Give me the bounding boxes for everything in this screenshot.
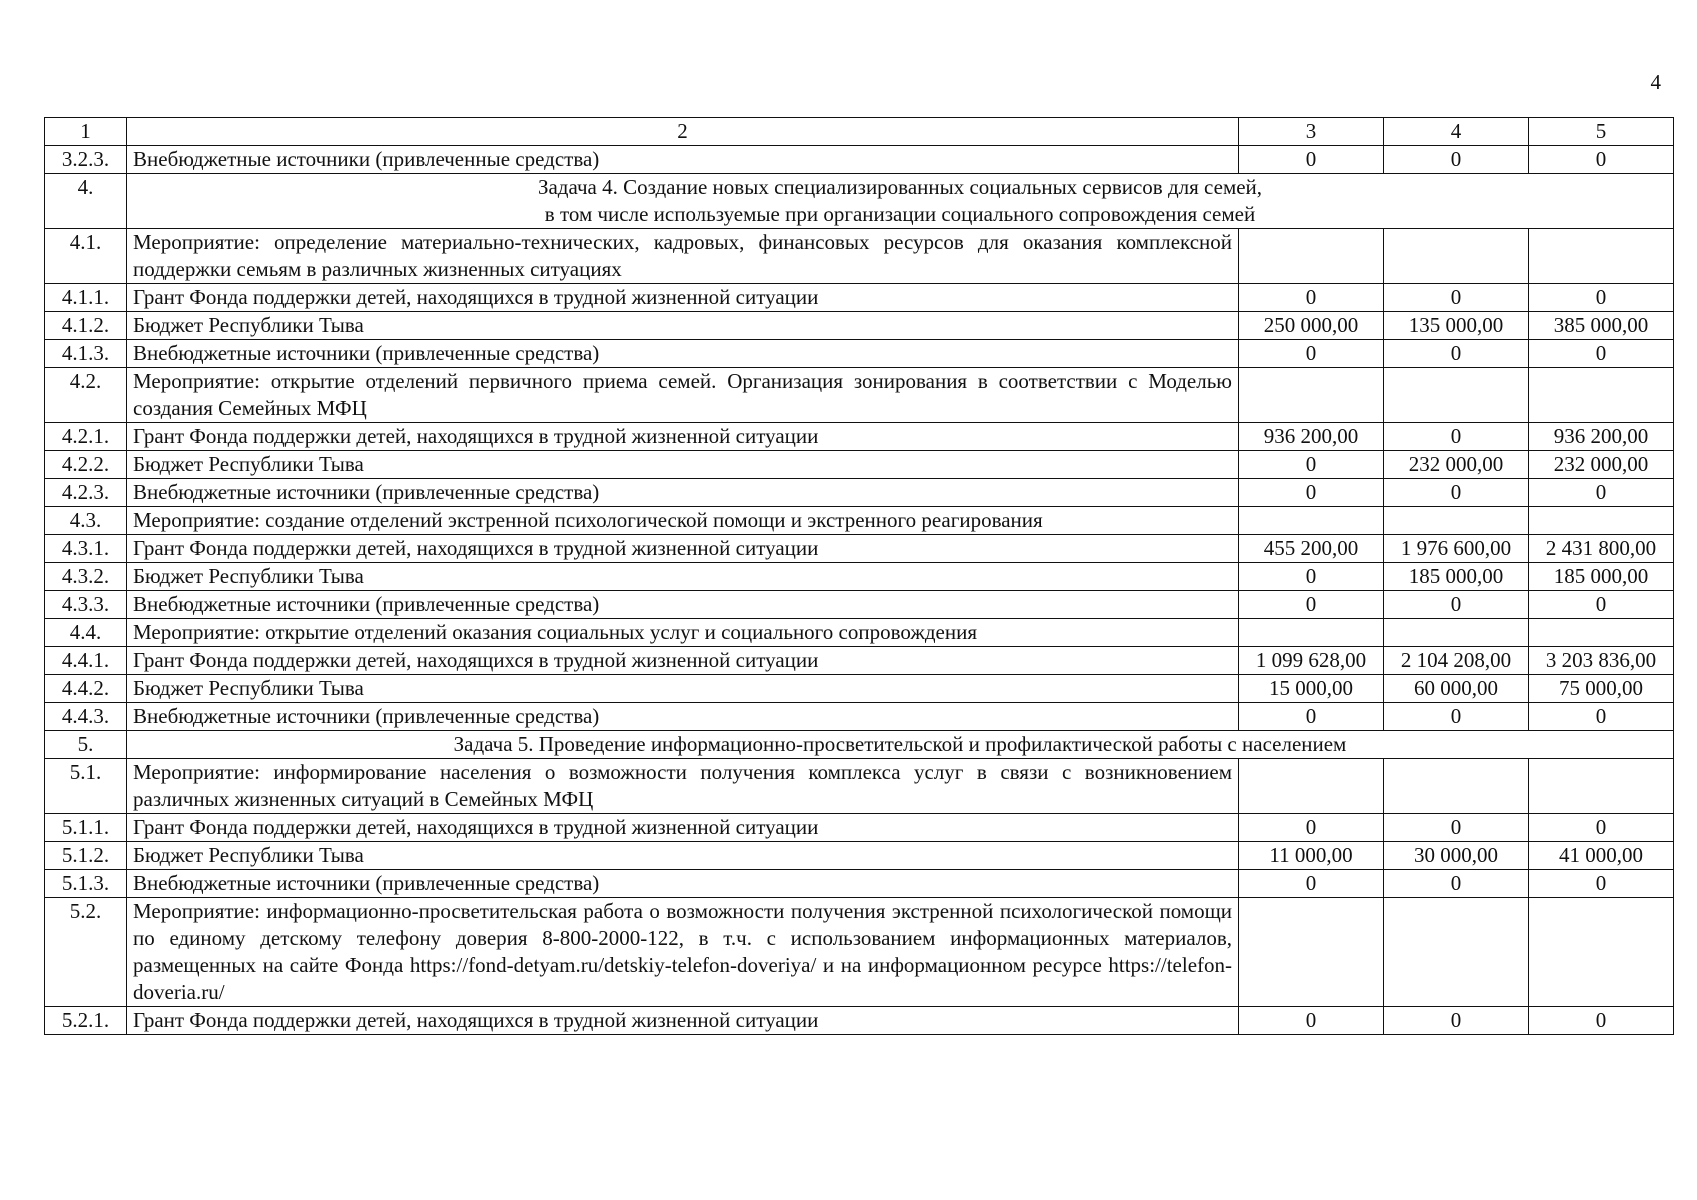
value-col-5 [1529,619,1674,647]
funding-source: Грант Фонда поддержки детей, находящихся в трудной жизненной ситуации [127,1007,1239,1035]
task-title-line: Задача 4. Создание новых специализированных социальных сервисов для семей, [537,175,1263,199]
value-col-3 [1239,368,1384,423]
activity-description: Мероприятие: информационно-просветительская работа о возможности получения экстренной психологической помощи по единому детскому телефону доверия 8-800-2000-122, в т.ч. с использованием информационных материалов, размещенных на сайте Фонда https://fond-detyam.ru/detskiy-telefon-doveriya/ и на информационном ресурсе https://telefon-doveria.ru/ [127,898,1239,1007]
row-number: 5.2. [45,898,127,1007]
row-number: 5.1.3. [45,870,127,898]
value-col-4: 0 [1384,340,1529,368]
row-number: 4.4. [45,619,127,647]
value-col-4: 0 [1384,146,1529,174]
value-col-3 [1239,507,1384,535]
funding-source: Грант Фонда поддержки детей, находящихся в трудной жизненной ситуации [127,647,1239,675]
activity-row [45,368,1674,423]
value-col-5: 0 [1529,591,1674,619]
value-col-4 [1384,368,1529,423]
value-col-3: 0 [1239,1007,1384,1035]
budget-table [44,117,1674,1035]
value-col-4: 0 [1384,870,1529,898]
value-col-3: 455 200,00 [1239,535,1384,563]
row-number: 4.1.1. [45,284,127,312]
value-col-4: 0 [1384,814,1529,842]
table-row [45,535,1674,563]
funding-source: Грант Фонда поддержки детей, находящихся в трудной жизненной ситуации [127,814,1239,842]
value-col-4: 232 000,00 [1384,451,1529,479]
table-row [45,479,1674,507]
value-col-3 [1239,898,1384,1007]
value-col-4: 60 000,00 [1384,675,1529,703]
task-title [127,174,1674,229]
table-row [45,284,1674,312]
value-col-4: 0 [1384,284,1529,312]
activity-description: Мероприятие: открытие отделений оказания социальных услуг и социального сопровождения [127,619,1239,647]
table-row [45,451,1674,479]
value-col-4 [1384,619,1529,647]
funding-source: Внебюджетные источники (привлеченные средства) [127,703,1239,731]
task-row [45,731,1674,759]
funding-source: Грант Фонда поддержки детей, находящихся в трудной жизненной ситуации [127,423,1239,451]
value-col-5: 0 [1529,814,1674,842]
value-col-4 [1384,229,1529,284]
funding-source: Бюджет Республики Тыва [127,451,1239,479]
table-row [45,1007,1674,1035]
value-col-5: 75 000,00 [1529,675,1674,703]
funding-source: Бюджет Республики Тыва [127,563,1239,591]
value-col-5: 936 200,00 [1529,423,1674,451]
table-row [45,340,1674,368]
value-col-5 [1529,898,1674,1007]
value-col-3: 11 000,00 [1239,842,1384,870]
value-col-5: 0 [1529,703,1674,731]
funding-source: Внебюджетные источники (привлеченные средства) [127,479,1239,507]
activity-description: Мероприятие: открытие отделений первичного приема семей. Организация зонирования в соответствии с Моделью создания Семейных МФЦ [127,368,1239,423]
row-number: 5.2.1. [45,1007,127,1035]
row-number: 4.4.2. [45,675,127,703]
value-col-3 [1239,759,1384,814]
table-row [45,563,1674,591]
value-col-3 [1239,229,1384,284]
page-number: 4 [1650,70,1661,94]
value-col-3: 15 000,00 [1239,675,1384,703]
value-col-3: 0 [1239,146,1384,174]
value-col-3: 0 [1239,814,1384,842]
funding-source: Грант Фонда поддержки детей, находящихся в трудной жизненной ситуации [127,284,1239,312]
value-col-4: 1 976 600,00 [1384,535,1529,563]
funding-source: Бюджет Республики Тыва [127,675,1239,703]
row-number: 4.3.2. [45,563,127,591]
column-number-header: 1 [45,118,127,146]
value-col-5: 185 000,00 [1529,563,1674,591]
table-body [45,146,1674,1035]
row-number: 5.1.1. [45,814,127,842]
row-number: 4.1.2. [45,312,127,340]
table-row [45,675,1674,703]
value-col-4: 0 [1384,479,1529,507]
task-title-line: в том числе используемые при организации социального сопровождения семей [544,202,1256,226]
value-col-4: 0 [1384,591,1529,619]
value-col-5: 0 [1529,479,1674,507]
activity-row [45,898,1674,1007]
row-number: 3.2.3. [45,146,127,174]
funding-source: Внебюджетные источники (привлеченные средства) [127,340,1239,368]
value-col-4 [1384,898,1529,1007]
value-col-5: 0 [1529,284,1674,312]
funding-source: Грант Фонда поддержки детей, находящихся в трудной жизненной ситуации [127,535,1239,563]
value-col-3: 0 [1239,479,1384,507]
table-row [45,647,1674,675]
funding-source: Внебюджетные источники (привлеченные средства) [127,146,1239,174]
row-number: 5. [45,731,127,759]
table-row [45,312,1674,340]
activity-row [45,229,1674,284]
value-col-5: 385 000,00 [1529,312,1674,340]
value-col-3: 0 [1239,563,1384,591]
row-number: 4.3.3. [45,591,127,619]
value-col-5: 3 203 836,00 [1529,647,1674,675]
row-number: 4.3. [45,507,127,535]
value-col-4 [1384,759,1529,814]
column-number-header: 3 [1239,118,1384,146]
row-number: 4.2.1. [45,423,127,451]
row-number: 4.2. [45,368,127,423]
value-col-3: 0 [1239,870,1384,898]
value-col-3: 0 [1239,591,1384,619]
row-number: 4.3.1. [45,535,127,563]
column-number-header: 5 [1529,118,1674,146]
value-col-3: 936 200,00 [1239,423,1384,451]
value-col-5: 0 [1529,146,1674,174]
activity-description: Мероприятие: определение материально-технических, кадровых, финансовых ресурсов для оказания комплексной поддержки семьям в различных жизненных ситуациях [127,229,1239,284]
value-col-4 [1384,507,1529,535]
row-number: 4.4.1. [45,647,127,675]
value-col-5: 0 [1529,340,1674,368]
funding-source: Внебюджетные источники (привлеченные средства) [127,591,1239,619]
row-number: 5.1.2. [45,842,127,870]
value-col-5: 0 [1529,870,1674,898]
value-col-5: 2 431 800,00 [1529,535,1674,563]
task-title [127,731,1674,759]
row-number: 4.1. [45,229,127,284]
activity-description: Мероприятие: информирование населения о возможности получения комплекса услуг в связи с возникновением различных жизненных ситуаций в Семейных МФЦ [127,759,1239,814]
table-row [45,703,1674,731]
value-col-5: 41 000,00 [1529,842,1674,870]
row-number: 5.1. [45,759,127,814]
value-col-3: 1 099 628,00 [1239,647,1384,675]
task-title-line: Задача 5. Проведение информационно-просветительской и профилактической работы с населением [453,732,1347,756]
funding-source: Внебюджетные источники (привлеченные средства) [127,870,1239,898]
value-col-3: 0 [1239,451,1384,479]
value-col-4: 0 [1384,423,1529,451]
value-col-4: 2 104 208,00 [1384,647,1529,675]
table-row [45,591,1674,619]
activity-row [45,619,1674,647]
funding-source: Бюджет Республики Тыва [127,312,1239,340]
value-col-4: 0 [1384,703,1529,731]
value-col-3: 250 000,00 [1239,312,1384,340]
activity-description: Мероприятие: создание отделений экстренной психологической помощи и экстренного реагирования [127,507,1239,535]
value-col-4: 0 [1384,1007,1529,1035]
row-number: 4.1.3. [45,340,127,368]
value-col-5: 0 [1529,1007,1674,1035]
value-col-4: 30 000,00 [1384,842,1529,870]
activity-row [45,759,1674,814]
row-number: 4.2.3. [45,479,127,507]
value-col-3: 0 [1239,340,1384,368]
value-col-4: 135 000,00 [1384,312,1529,340]
row-number: 4. [45,174,127,229]
row-number: 4.2.2. [45,451,127,479]
value-col-3 [1239,619,1384,647]
table-row [45,146,1674,174]
activity-row [45,507,1674,535]
value-col-4: 185 000,00 [1384,563,1529,591]
table-row [45,423,1674,451]
value-col-5: 232 000,00 [1529,451,1674,479]
value-col-3: 0 [1239,284,1384,312]
table-row [45,870,1674,898]
column-number-header: 2 [127,118,1239,146]
row-number: 4.4.3. [45,703,127,731]
value-col-5 [1529,368,1674,423]
value-col-5 [1529,507,1674,535]
funding-source: Бюджет Республики Тыва [127,842,1239,870]
table-row [45,842,1674,870]
value-col-5 [1529,759,1674,814]
table-header-row [45,118,1674,146]
value-col-5 [1529,229,1674,284]
value-col-3: 0 [1239,703,1384,731]
table-row [45,814,1674,842]
column-number-header: 4 [1384,118,1529,146]
task-row [45,174,1674,229]
